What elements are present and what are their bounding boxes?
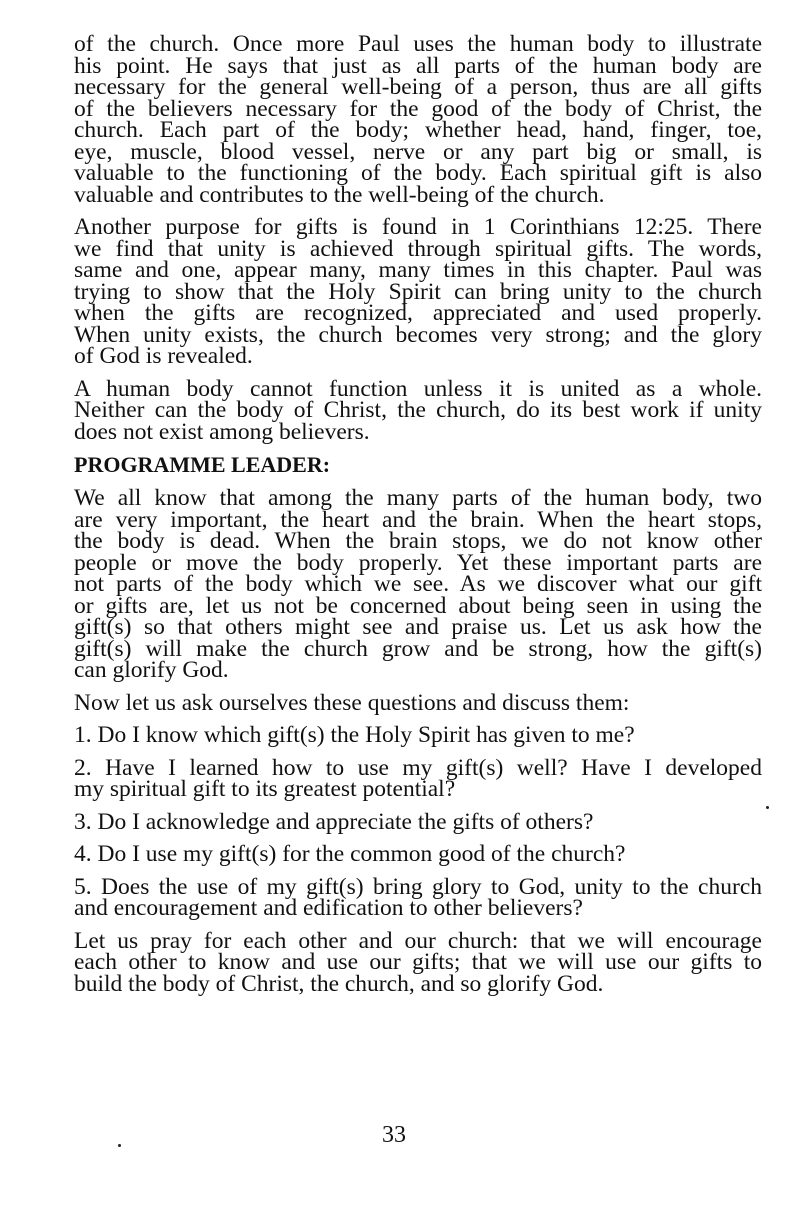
text-line: the body is dead. When the brain stops, we do not know other <box>74 528 762 554</box>
text-line: 3. Do I acknowledge and appreciate the gifts of others? <box>74 808 594 835</box>
paragraph <box>74 31 762 208</box>
text-line: trying to show that the Holy Spirit can bring unity to the church <box>74 278 762 305</box>
text-line: gift(s) so that others might see and praise us. Let us ask how the <box>74 614 762 640</box>
text-line: my spiritual gift to its greatest potential? <box>74 776 456 802</box>
text-line: 5. Does the use of my gift(s) bring glory to God, unity to the church <box>74 873 762 900</box>
text-line: eye, muscle, blood vessel, nerve or any part big or small, is <box>74 138 762 165</box>
text-line: Let us pray for each other and our church: that we will encourage <box>74 927 762 954</box>
text-line: Now let us ask ourselves these questions and discuss them: <box>74 689 630 716</box>
paragraph <box>74 485 762 683</box>
text-line: and encouragement and edification to other believers? <box>74 895 583 921</box>
text-line: not parts of the body which we see. As we discover what our gift <box>74 571 762 597</box>
text-line: his point. He says that just as all parts of the human body are <box>74 52 762 79</box>
paragraph <box>74 808 762 835</box>
text-line: same and one, appear many, many times in this chapter. Paul was <box>74 257 762 283</box>
paragraph <box>74 722 762 748</box>
text-line: are very important, the heart and the brain. When the heart stops, <box>74 506 762 533</box>
paragraph <box>74 841 762 867</box>
text-line: 1. Do I know which gift(s) the Holy Spirit has given to me? <box>74 722 635 748</box>
text-line: each other to know and use our gifts; that we will use our gifts to <box>74 949 762 975</box>
paragraph <box>74 754 762 802</box>
text-line: of the believers necessary for the good of the body of Christ, the <box>74 95 762 122</box>
text-line: When unity exists, the church becomes very strong; and the glory <box>74 321 762 348</box>
page-number: 33 <box>382 1122 406 1148</box>
scan-speck <box>118 1144 121 1147</box>
text-line: people or move the body properly. Yet these important parts are <box>74 549 762 576</box>
text-line: Neither can the body of Christ, the church, do its best work if unity <box>74 397 762 423</box>
text-line: necessary for the general well-being of a person, thus are all gifts <box>74 74 762 100</box>
document-page <box>74 31 762 1006</box>
text-line: A human body cannot function unless it is united as a whole. <box>74 375 762 402</box>
text-line: we find that unity is achieved through spiritual gifts. The words, <box>74 235 762 262</box>
body-text-before-heading <box>74 31 762 445</box>
text-line: We all know that among the many parts of the human body, two <box>74 485 762 511</box>
paragraph <box>74 927 762 997</box>
text-line: or gifts are, let us not be concerned about being seen in using the <box>74 592 762 619</box>
text-line: valuable to the functioning of the body. Each spiritual gift is also <box>74 160 762 186</box>
paragraph <box>74 689 762 716</box>
text-line: church. Each part of the body; whether head, hand, finger, toe, <box>74 117 762 143</box>
body-text-after-heading <box>74 485 762 997</box>
scan-speck <box>766 806 769 809</box>
text-line: 4. Do I use my gift(s) for the common good of the church? <box>74 841 626 867</box>
section-heading: PROGRAMME LEADER: <box>74 452 331 477</box>
paragraph <box>74 375 762 445</box>
text-line: valuable and contributes to the well-being of the church. <box>74 181 605 208</box>
text-line: of the church. Once more Paul uses the human body to illustrate <box>74 31 762 57</box>
text-line: when the gifts are recognized, appreciated and used properly. <box>74 300 762 326</box>
text-line: can glorify God. <box>74 657 229 683</box>
text-line: does not exist among believers. <box>74 418 370 445</box>
paragraph <box>74 873 762 921</box>
text-line: 2. Have I learned how to use my gift(s) well? Have I developed <box>74 754 762 781</box>
text-line: of God is revealed. <box>74 343 253 369</box>
paragraph <box>74 214 762 369</box>
text-line: Another purpose for gifts is found in 1 Corinthians 12:25. There <box>74 214 762 240</box>
text-line: build the body of Christ, the church, and so glorify God. <box>74 970 604 997</box>
text-line: gift(s) will make the church grow and be strong, how the gift(s) <box>74 635 762 662</box>
